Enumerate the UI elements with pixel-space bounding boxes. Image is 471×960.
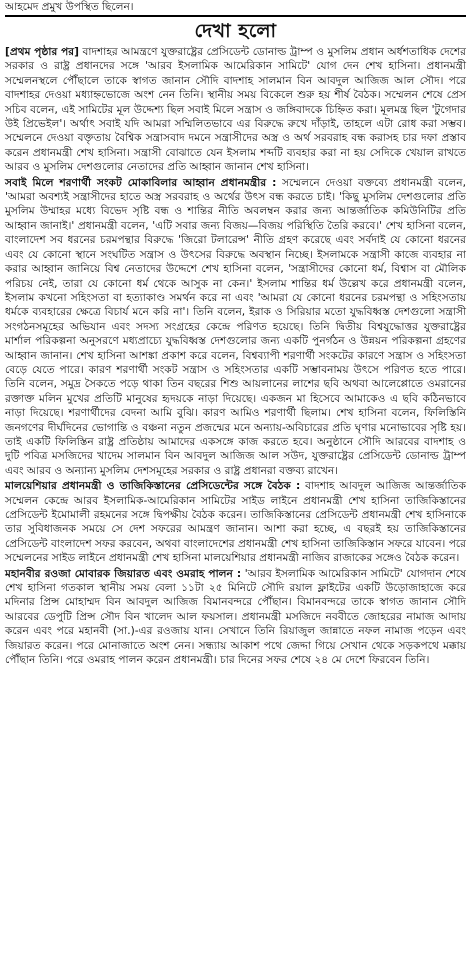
paragraph-text: সম্মেলনে দেওয়া বক্তব্যে প্রধানমন্ত্রী বলেন, 'আমরা অবশ্যই সন্ত্রাসীদের হাতে অস্ত্র সরবরাহ ও অর্থের উৎস বন্ধ করতে চাই। 'কিছু মুসলিম দেশগুলোর প্রতি মুসলিম উম্মাহর মধ্যে বিভেদ সৃষ্টি বন্ধ ও শান্তির নীতি অবলম্বন করার জন্য আন্তর্জাতিক কমিউনিটির প্রতি আহ্বান জানাই।' প্রধানমন্ত্রী বলেন, 'এটি সবার জন্য বিজয়—বিজয় পরিস্থিতি তৈরি করবে।' শেখ হাসিনা বলেন, বাংলাদেশ সব ধরনের চরমপন্থার বিরুদ্ধে 'জিরো টলারেন্স' নীতি গ্রহণ করেছে এবং সর্বদাই যে কোনো ধরনের এবং যে কোনো স্থানে সংঘটিত সন্ত্রাস ও উৎসের বিরুদ্ধে অবস্থান নিচ্ছে। ইসলামকে সন্ত্রাসী কাজে ব্যবহার না করার আহ্বান জানিয়ে বিশ্ব নেতাদের উদ্দেশে শেখ হাসিনা বলেন, 'সন্ত্রাসীদের কোনো ধর্ম, বিশ্বাস বা মৌলিক পরিচয় নেই, তারা যে কোনো ধর্ম থেকে আসুক না কেন।' ইসলাম শান্তির ধর্ম উল্লেখ করে প্রধানমন্ত্রী বলেন, ইসলাম কখনো সহিংসতা বা হত্যাকাণ্ড সমর্থন করে না এবং 'আমরা যে কোনো ধরনের চরমপন্থা ও সহিংসতায় ধর্মকে ব্যবহারের ক্ষেত্রে বিচার্য মনে করি না'। তিনি বলেন, ইরাক ও সিরিয়ার মতো যুদ্ধবিধ্বস্ত দেশগুলো সন্ত্রাসী সংগঠনসমূহের অভিযান এবং সদস্য সংগ্রহের কেন্দ্রে পরিণত হয়েছে। তিনি দ্বিতীয় বিশ্বযুদ্ধোত্তর যুক্তরাষ্ট্রের মার্শাল পরিকল্পনা অনুসরণে মধ্যপ্রাচ্যে যুদ্ধবিধ্বস্ত দেশগুলোর জন্য একটি পুনর্গঠন ও উন্নয়ন পরিকল্পনা গ্রহণের আহ্বান জানান। শেখ হাসিনা আশঙ্কা প্রকাশ করে বলেন, বিশ্বব্যাপী শরণার্থী সংকটের কারণে সন্ত্রাস ও সহিংসতা বেড়ে যেতে পারে। কারণ শরণার্থী সংকট সন্ত্রাস ও সহিংসতার একটি সম্ভাবনাময় উৎসে পরিণত হতে পারে। তিনি বলেন, সমুদ্র সৈকতে পড়ে থাকা তিন বছরের শিশু আয়লানের লাশের ছবি অথবা আলেপ্পোতে ওমরানের রক্তাক্ত মলিন মুখের প্রতিটি মানুষের হৃদয়কে নাড়া দিয়েছে। একজন মা হিসেবে আমাকেও এ ছবি কঠিনভাবে নাড়া দিয়েছে। শরণার্থীদের বেদনা আমি বুঝি। কারণ আমিও শরণার্থী ছিলাম। শেখ হাসিনা বলেন, ফিলিস্তিনি জনগণের দীর্ঘদিনের ভোগান্তি ও বঞ্চনা নতুন প্রজন্মের মনে অন্যায়-অবিচারের প্রতি ঘৃণার মনোভাবের সৃষ্টি হয়। তাই একটি ফিলিস্তিন রাষ্ট্র প্রতিষ্ঠায় আমাদের একসঙ্গে কাজ করতে হবে। অনুষ্ঠানে সৌদি আরবের বাদশাহ ও দুটি পবিত্র মসজিদের খাদেম সালমান বিন আবদুল আজিজ আল সউদ, যুক্তরাষ্ট্রের প্রেসিডেন্ট ডোনাল্ড ট্রাম্প এবং আরব ও অন্যান্য মুসলিম দেশসমূহের সরকার ও রাষ্ট্র প্রধানরা বক্তব্য রাখেন। xyxy=(5,176,466,477)
previous-story-tail: আহমেদ প্রমুখ উপস্থিত ছিলেন। xyxy=(5,1,134,13)
subheading: মালয়েশিয়ার প্রধানমন্ত্রী ও তাজিকিস্তানের প্রেসিডেন্টের সঙ্গে বৈঠক : xyxy=(5,480,301,493)
paragraph-refugee-crisis xyxy=(5,176,466,479)
paragraph-umrah xyxy=(5,567,466,668)
divider-line xyxy=(5,15,466,17)
paragraph-bilateral-meetings xyxy=(5,479,466,565)
paragraph-text: 'আরব ইসলামিক আমেরিকান সামিটে' যোগদান শেষে শেখ হাসিনা গতকাল স্থানীয় সময় বেলা ১১টা ২৫ মিনিটে সৌদি রয়াল ফ্লাইটের একটি উড়োজাহাজে করে মদিনার প্রিন্স মোহাম্মদ বিন আবদুল আজিজ বিমানবন্দরে পৌঁছান। বিমানবন্দরে তাকে স্বাগত জানান সৌদি আরবের ডেপুটি প্রিন্স সৌদ বিন খালেদ আল ফয়সাল। প্রধানমন্ত্রী মসজিদে নববীতে জোহরের নামাজ আদায় করেন এবং পরে মহানবী (সা.)-এর রওজায় যান। সেখানে তিনি রিয়াজুল জান্নাতে নফল নামাজ পড়েন এবং জিয়ারত করেন। পরে মোনাজাতে অংশ নেন। সন্ধ্যায় আকাশ পথে জেদ্দা গিয়ে সেখান থেকে সড়কপথে মক্কায় পৌঁছান তিনি। পরে ওমরাহ পালন করেন প্রধানমন্ত্রী। চার দিনের সফর শেষে ২৪ মে দেশে ফিরবেন তিনি। xyxy=(5,567,466,667)
paragraph-intro xyxy=(5,45,466,175)
paragraph-text: বাদশাহর আমন্ত্রণে যুক্তরাষ্ট্রের প্রেসিডেন্ট ডোনাল্ড ট্রাম্প ও মুসলিম প্রধান অর্ধশতাধিক দেশের সরকার ও রাষ্ট্র প্রধানদের সঙ্গে 'আরব ইসলামিক আমেরিকান সামিটে' যোগ দেন শেখ হাসিনা। প্রধানমন্ত্রী সম্মেলনস্থলে পৌঁছালে তাকে স্বাগত জানান সৌদি বাদশাহ সালমান বিন আবদুল আজিজ আল সৌদ। পরে বাদশাহর দেওয়া মধ্যাহ্নভোজে অংশ নেন তিনি। স্থানীয় সময় বিকেলে শুরু হয় শীর্ষ বৈঠক। সম্মেলন শেষে প্রেস সচিব বলেন, এই সামিটের মূল উদ্দেশ্য ছিল সবাই মিলে সন্ত্রাস ও জঙ্গিবাদকে চিহ্নিত করা। মূলমন্ত্র ছিল 'টুগেদার উই প্রিভেইল'। অর্থাৎ সবাই যদি আমরা সম্মিলিতভাবে এর বিরুদ্ধে রুখে দাঁড়াই, তাহলে এটা রোধ করা সম্ভব। সম্মেলনে দেওয়া বক্তৃতায় বৈশ্বিক সন্ত্রাসবাদ দমনে সন্ত্রাসীদের অস্ত্র ও অর্থ সরবরাহ বন্ধ করাসহ চার দফা প্রস্তাব করেন প্রধানমন্ত্রী শেখ হাসিনা। সন্ত্রাসী বোঝাতে যেন ইসলাম শব্দটি ব্যবহার করা না হয় সেদিকে খেয়াল রাখতে আরব ও মুসলিম দেশগুলোর নেতাদের প্রতি আহ্বান জানান শেখ হাসিনা। xyxy=(5,46,466,174)
subheading: মহানবীর রওজা মোবারক জিয়ারত এবং ওমরাহ পালন : xyxy=(5,567,242,580)
subheading: সবাই মিলে শরণার্থী সংকট মোকাবিলার আহ্বান প্রধানমন্ত্রীর : xyxy=(5,176,277,189)
headline: দেখা হলো xyxy=(194,20,277,42)
paragraph-text: বাদশাহ আবদুল আজিজ আন্তর্জাতিক সম্মেলন কেন্দ্রে আরব ইসলামিক-আমেরিকান সামিটের সাইড লাইনে প্রধানমন্ত্রী শেখ হাসিনা তাজিকিস্তানের প্রেসিডেন্ট ইমোমালী রহমনের সঙ্গে দ্বিপক্ষীয় বৈঠক করেন। তাজিকিস্তানের প্রেসিডেন্ট প্রধানমন্ত্রী শেখ হাসিনাকে তার সুবিধাজনক সময়ে সে দেশ সফরের আমন্ত্রণ জানান। আশা করা হচ্ছে, এ বছরই হয় তাজিকিস্তানের প্রেসিডেন্ট বাংলাদেশ সফর করবেন, অথবা বাংলাদেশের প্রধানমন্ত্রী শেখ হাসিনা তাজিকিস্তান সফরে যাবেন। পরে সম্মেলনের সাইড লাইনে প্রধানমন্ত্রী শেখ হাসিনা মালয়েশিয়ার প্রধানমন্ত্রী নাজিব রাজাকের সঙ্গেও বৈঠক করেন। xyxy=(5,480,466,565)
continuation-marker: [প্রথম পৃষ্ঠার পর] xyxy=(5,46,79,58)
